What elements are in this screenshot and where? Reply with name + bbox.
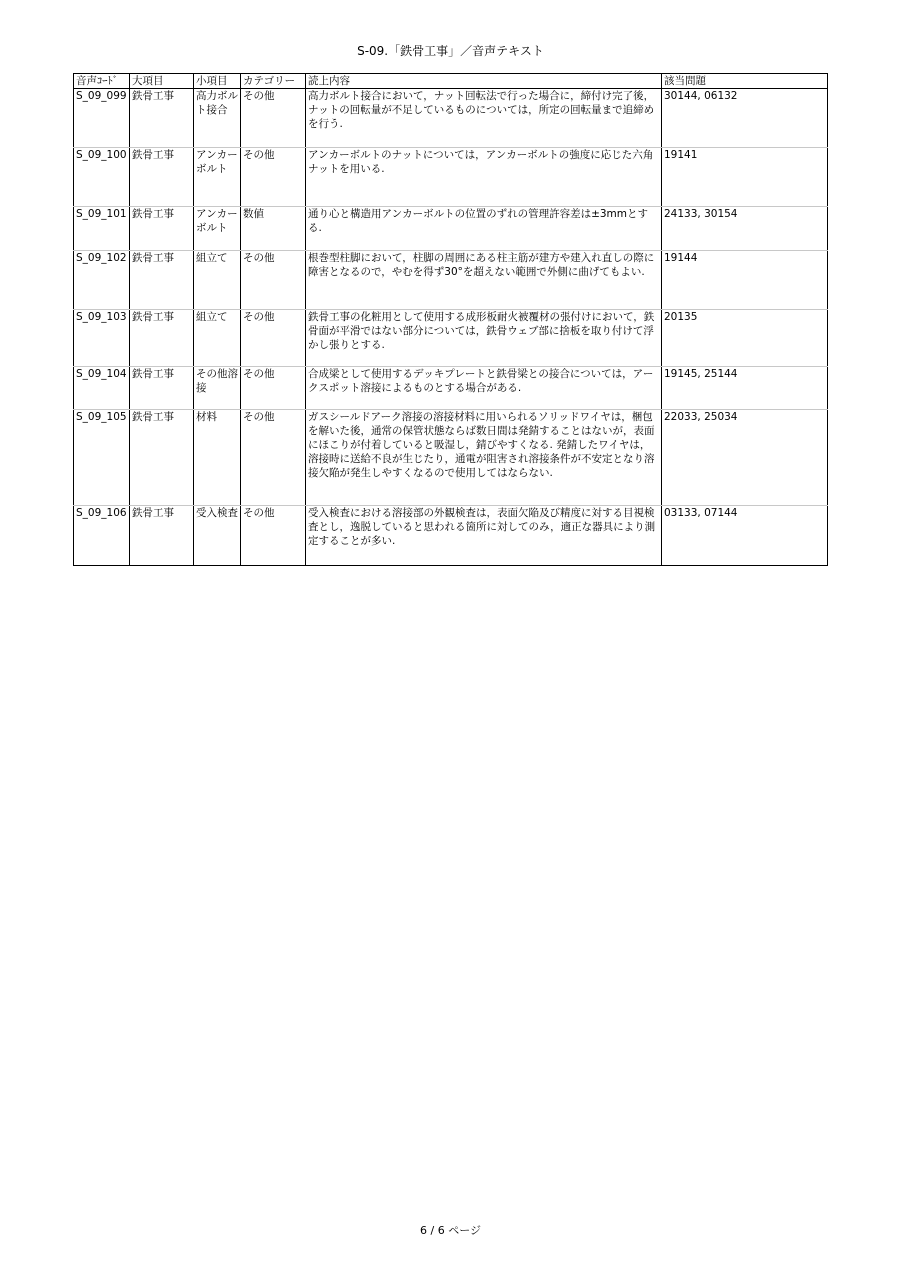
table-row <box>74 410 828 506</box>
cell-text: アンカーボルトのナットについては，アンカーボルトの強度に応じた六角ナットを用いる. <box>306 148 662 207</box>
cell-problems: 22033, 25034 <box>662 410 828 506</box>
cell-problems: 24133, 30154 <box>662 207 828 251</box>
cell-major: 鉄骨工事 <box>130 207 194 251</box>
cell-category: その他 <box>241 506 306 566</box>
cell-text: 合成梁として使用するデッキプレートと鉄骨梁との接合については，アークスポット溶接によるものとする場合がある. <box>306 367 662 410</box>
cell-code: S_09_105 <box>74 410 130 506</box>
cell-code: S_09_104 <box>74 367 130 410</box>
cell-code: S_09_102 <box>74 251 130 310</box>
cell-minor: 組立て <box>194 310 241 367</box>
cell-major: 鉄骨工事 <box>130 251 194 310</box>
page-number: 6 / 6 ページ <box>420 1224 481 1237</box>
table-row <box>74 251 828 310</box>
cell-problems: 19145, 25144 <box>662 367 828 410</box>
cell-problems: 30144, 06132 <box>662 89 828 148</box>
table-row <box>74 310 828 367</box>
cell-major: 鉄骨工事 <box>130 89 194 148</box>
cell-text: 根巻型柱脚において，柱脚の周囲にある柱主筋が建方や建入れ直しの際に障害となるので，やむを得ず30°を超えない範囲で外側に曲げてもよい. <box>306 251 662 310</box>
cell-text: 通り心と構造用アンカーボルトの位置のずれの管理許容差は±3mmとする. <box>306 207 662 251</box>
cell-category: その他 <box>241 148 306 207</box>
cell-code: S_09_101 <box>74 207 130 251</box>
cell-major: 鉄骨工事 <box>130 148 194 207</box>
voice-text-table <box>73 73 828 566</box>
cell-problems: 20135 <box>662 310 828 367</box>
cell-text: ガスシールドアーク溶接の溶接材料に用いられるソリッドワイヤは，梱包を解いた後，通常の保管状態ならば数日間は発錆することはないが，表面にほこりが付着していると吸湿し，錆びやすくなる. 発錆したワイヤは，溶接時に送給不良が生じたり，通電が阻害され溶接条件が不安定となり溶接欠陥が発生しやすくなるので使用してはならない. <box>306 410 662 506</box>
table-row <box>74 506 828 566</box>
column-header-code: 音声ｺｰﾄﾞ <box>74 74 130 89</box>
cell-problems: 19141 <box>662 148 828 207</box>
column-header-category: カテゴリー <box>241 74 306 89</box>
cell-major: 鉄骨工事 <box>130 367 194 410</box>
page-title: S-09.「鉄骨工事」／音声テキスト <box>357 44 544 58</box>
cell-major: 鉄骨工事 <box>130 310 194 367</box>
cell-minor: その他溶接 <box>194 367 241 410</box>
cell-category: その他 <box>241 367 306 410</box>
cell-minor: アンカーボルト <box>194 148 241 207</box>
cell-major: 鉄骨工事 <box>130 506 194 566</box>
cell-minor: 受入検査 <box>194 506 241 566</box>
cell-category: その他 <box>241 251 306 310</box>
table-row <box>74 207 828 251</box>
column-header-major: 大項目 <box>130 74 194 89</box>
cell-category: その他 <box>241 410 306 506</box>
cell-text: 高力ボルト接合において，ナット回転法で行った場合に，締付け完了後，ナットの回転量が不足しているものについては，所定の回転量まで追締めを行う. <box>306 89 662 148</box>
cell-text: 受入検査における溶接部の外観検査は，表面欠陥及び精度に対する目視検査とし，逸脱していると思われる箇所に対してのみ，適正な器具により測定することが多い. <box>306 506 662 566</box>
cell-problems: 03133, 07144 <box>662 506 828 566</box>
cell-category: その他 <box>241 310 306 367</box>
cell-minor: 高力ボルト接合 <box>194 89 241 148</box>
column-header-text: 読上内容 <box>306 74 662 89</box>
cell-major: 鉄骨工事 <box>130 410 194 506</box>
table-row <box>74 148 828 207</box>
cell-text: 鉄骨工事の化粧用として使用する成形板耐火被覆材の張付けにおいて，鉄骨面が平滑ではない部分については，鉄骨ウェブ部に捨板を取り付けて浮かし張りとする. <box>306 310 662 367</box>
cell-code: S_09_100 <box>74 148 130 207</box>
cell-minor: 組立て <box>194 251 241 310</box>
table-header-row <box>74 74 828 89</box>
column-header-problems: 該当問題 <box>662 74 828 89</box>
cell-minor: アンカーボルト <box>194 207 241 251</box>
cell-code: S_09_106 <box>74 506 130 566</box>
cell-category: 数値 <box>241 207 306 251</box>
cell-code: S_09_103 <box>74 310 130 367</box>
cell-category: その他 <box>241 89 306 148</box>
table-row <box>74 89 828 148</box>
table-row <box>74 367 828 410</box>
cell-minor: 材料 <box>194 410 241 506</box>
column-header-minor: 小項目 <box>194 74 241 89</box>
cell-code: S_09_099 <box>74 89 130 148</box>
cell-problems: 19144 <box>662 251 828 310</box>
